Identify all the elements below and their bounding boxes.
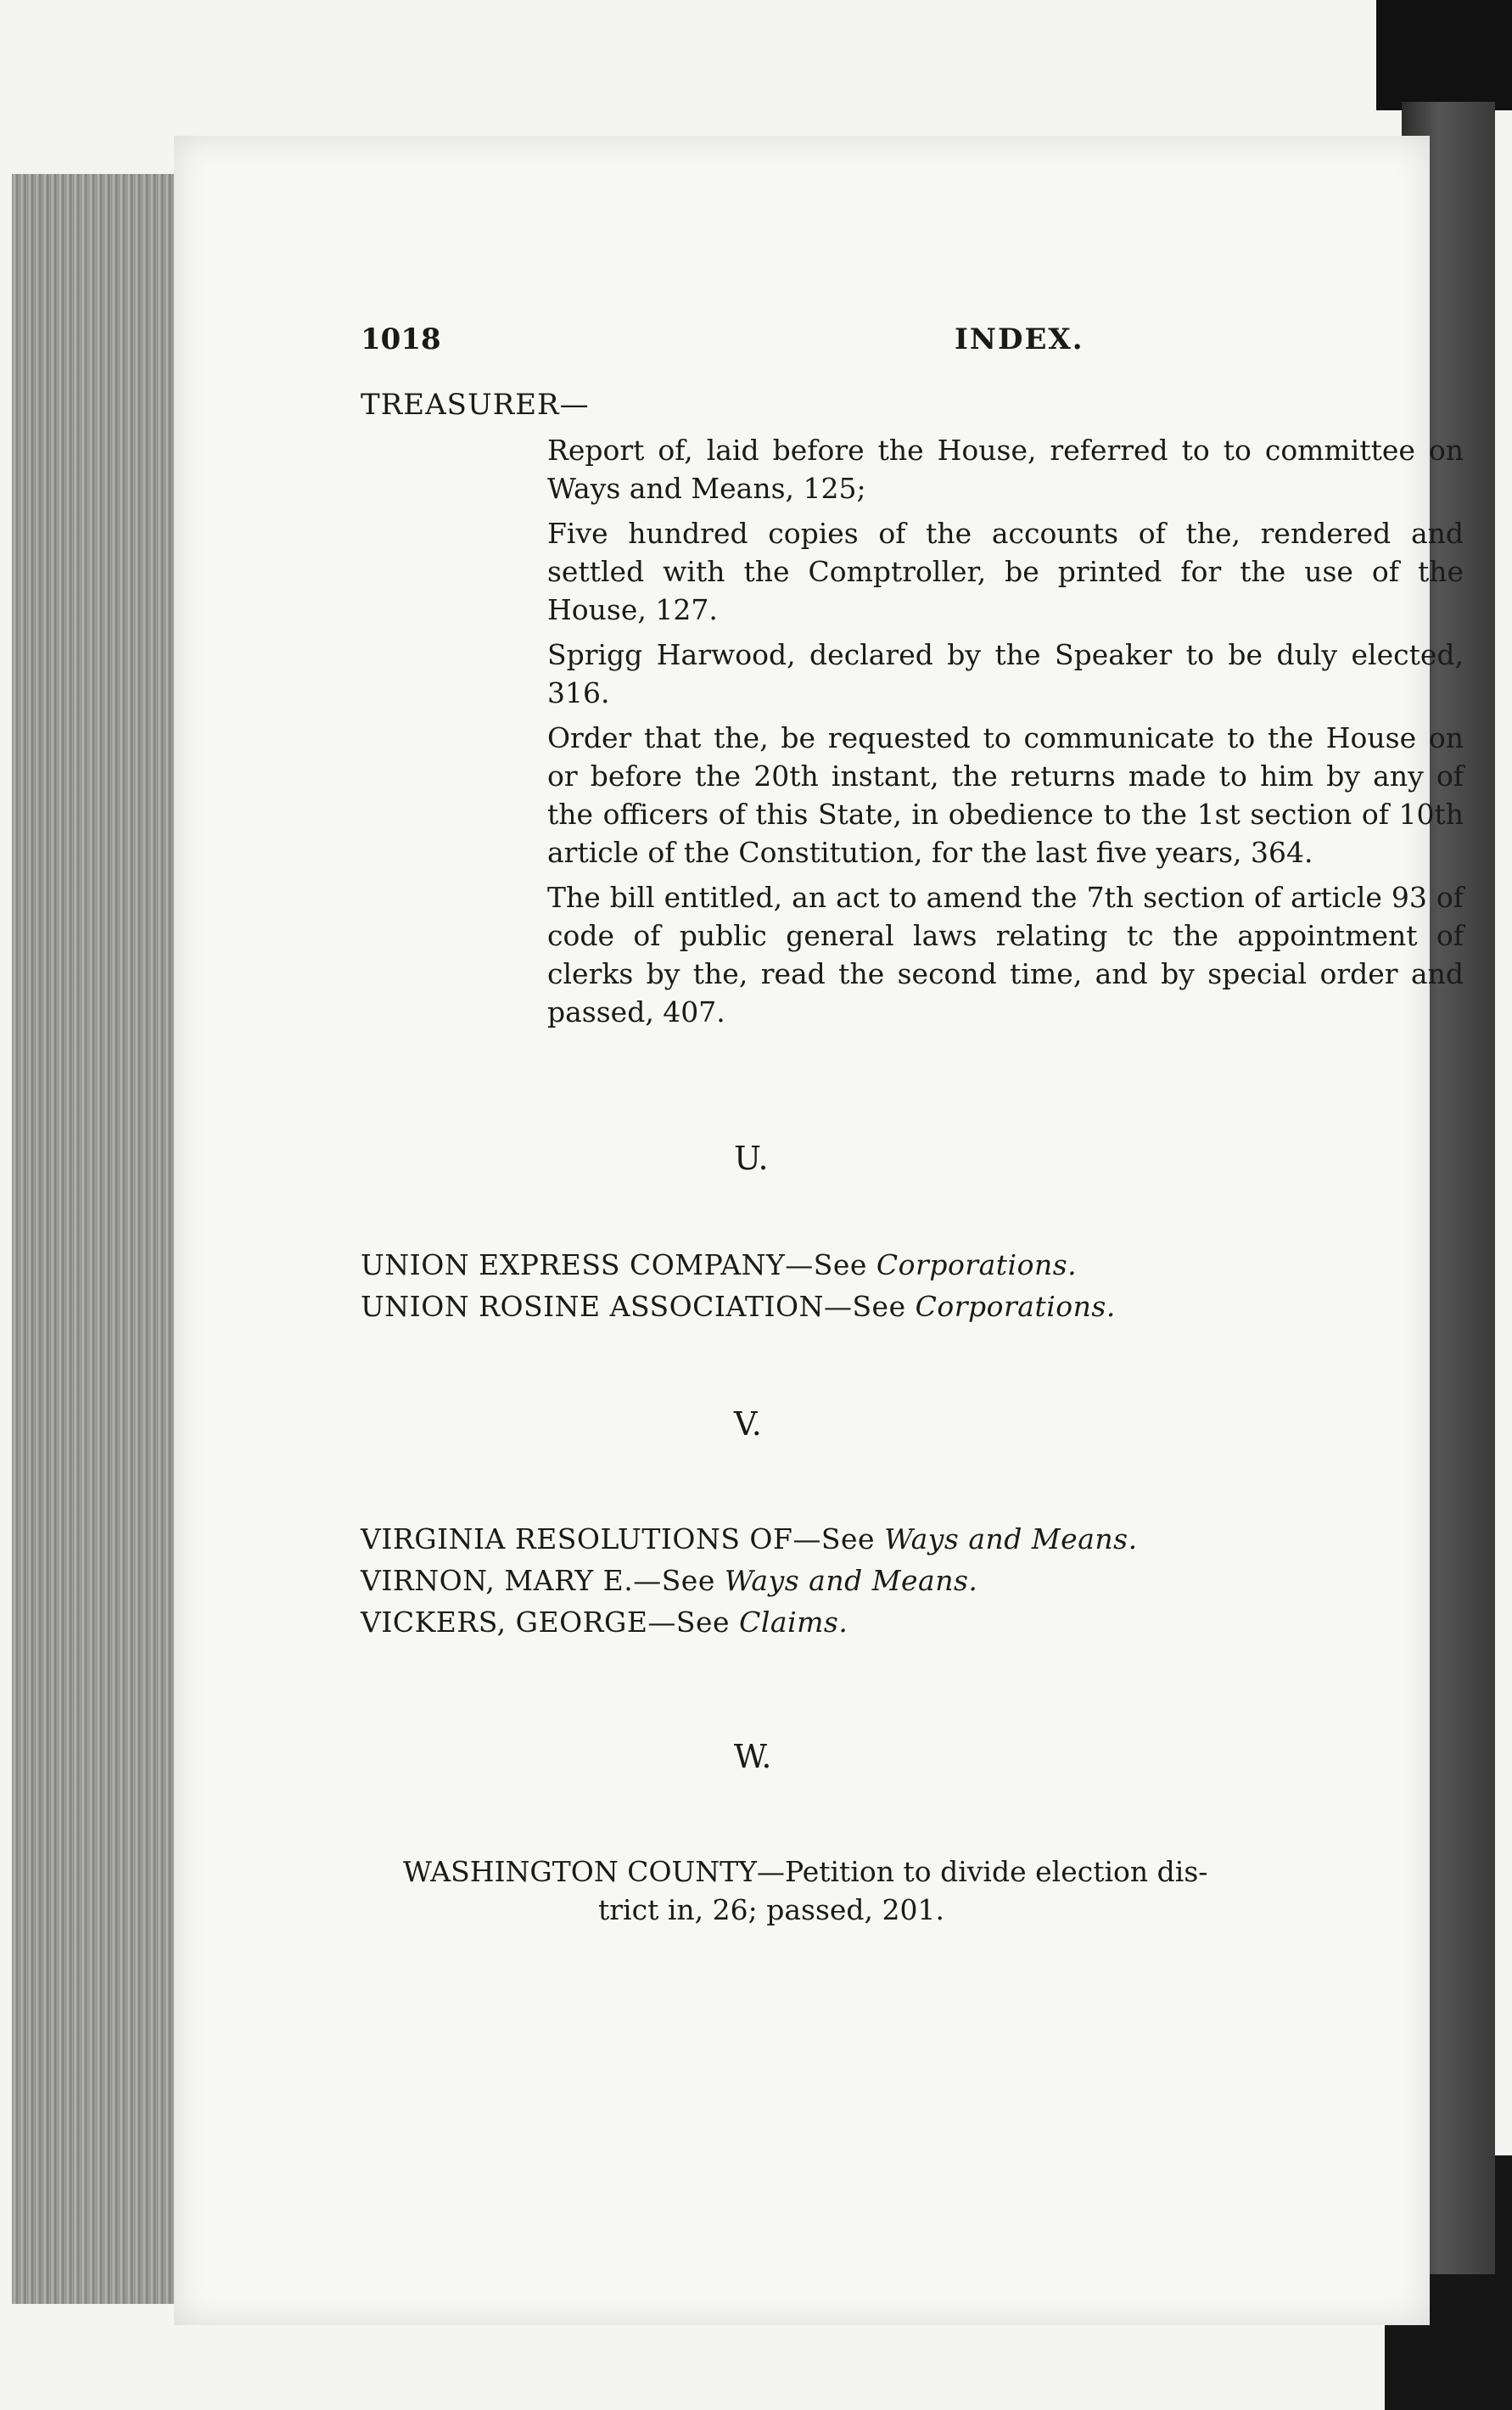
treasurer-entry-5: The bill entitled, an act to amend the 7th section of article 93 of code of public general laws relating tc the appointment of clerks by the, read the second time, and by special order and passed, 407. bbox=[547, 881, 1464, 1028]
entry-name: UNION ROSINE ASSOCIATION— bbox=[361, 1290, 853, 1323]
entry-text-line1: Petition to divide election dis- bbox=[784, 1855, 1208, 1888]
see-word: See bbox=[813, 1248, 867, 1281]
cross-reference: Corporations. bbox=[915, 1290, 1116, 1323]
page-number: 1018 bbox=[361, 322, 441, 356]
treasurer-entry-2: Five hundred copies of the accounts of the, rendered and settled with the Comptroller, be printed for the use of the House, 127. bbox=[547, 517, 1464, 626]
cross-reference: Ways and Means. bbox=[724, 1564, 978, 1597]
index-entry-vickers bbox=[361, 1603, 1464, 1641]
book-page bbox=[174, 136, 1464, 2325]
section-letter-v: V. bbox=[734, 1405, 762, 1443]
cross-reference: Claims. bbox=[739, 1606, 848, 1639]
section-letter-u: U. bbox=[734, 1140, 769, 1177]
see-word: See bbox=[675, 1606, 731, 1639]
cross-reference: Ways and Means. bbox=[884, 1522, 1138, 1555]
entry-text-line2: trict in, 26; passed, 201. bbox=[598, 1893, 944, 1926]
treasurer-entry-4: Order that the, be requested to communicate to the House on or before the 20th instant, the returns made to him by any of the officers of this State, in obedience to the 1st section of 10th article of the Constitution, for the last five years, 364. bbox=[547, 721, 1464, 869]
cross-reference: Corporations. bbox=[876, 1248, 1078, 1281]
see-word: See bbox=[852, 1290, 906, 1323]
section-letter-w: W. bbox=[734, 1738, 772, 1775]
index-entry-union-rosine bbox=[361, 1287, 1464, 1326]
treasurer-entry-1: Report of, laid before the House, referred to to committee on Ways and Means, 125; bbox=[547, 434, 1464, 505]
running-head-title: INDEX. bbox=[955, 322, 1084, 356]
entry-heading-treasurer: TREASURER— bbox=[361, 388, 590, 422]
index-entry-virginia-resolutions bbox=[361, 1520, 1464, 1558]
entry-name: WASHINGTON COUNTY— bbox=[403, 1855, 785, 1888]
index-entry-virnon bbox=[361, 1561, 1464, 1600]
see-word: See bbox=[661, 1564, 715, 1597]
index-entry-washington-county bbox=[361, 1852, 1464, 1929]
scan-background-corner bbox=[1376, 0, 1512, 110]
page-stack-edge bbox=[12, 174, 190, 2304]
treasurer-entry-3: Sprigg Harwood, declared by the Speaker to be duly elected, 316. bbox=[547, 638, 1464, 709]
entry-name: VICKERS, GEORGE— bbox=[361, 1606, 676, 1639]
entry-name: UNION EXPRESS COMPANY— bbox=[361, 1248, 814, 1281]
see-word: See bbox=[820, 1522, 876, 1555]
entry-name: VIRNON, MARY E.— bbox=[361, 1564, 662, 1597]
entry-name: VIRGINIA RESOLUTIONS OF— bbox=[361, 1522, 821, 1555]
index-entry-union-express bbox=[361, 1246, 1464, 1284]
index-content bbox=[361, 386, 1464, 1929]
